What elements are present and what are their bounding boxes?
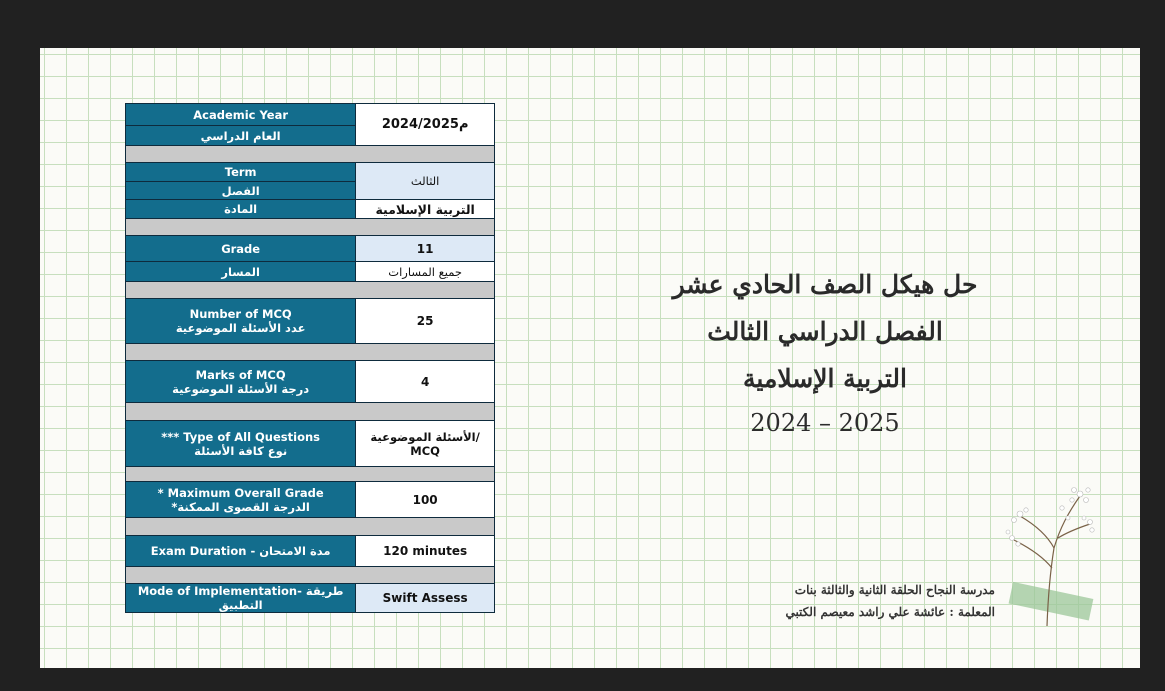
type-questions-value: الأسئلة الموضوعية/ MCQ — [356, 421, 495, 467]
academic-year-value: 2024/2025م — [356, 104, 495, 146]
type-questions-label — [126, 421, 356, 467]
separator-row — [126, 467, 495, 482]
academic-year-label-ar: العام الدراسي — [126, 126, 356, 146]
term-label-en: Term — [126, 163, 356, 182]
duration-label: Exam Duration - مدة الامتحان — [126, 536, 356, 567]
implementation-value: Swift Assess — [356, 584, 495, 613]
separator-row — [126, 146, 495, 163]
separator-row — [126, 219, 495, 236]
school-info — [785, 579, 995, 623]
subject-label: المادة — [126, 200, 356, 219]
title-block — [630, 270, 1020, 437]
term-value: الثالث — [356, 163, 495, 200]
slide — [40, 48, 1140, 668]
type-questions-label-ar: نوع كافة الأسئلة — [194, 443, 288, 458]
marks-mcq-value: 4 — [356, 361, 495, 403]
term-label-ar: الفصل — [126, 182, 356, 200]
grade-value: 11 — [356, 236, 495, 262]
max-grade-label-ar: *الدرجة القصوى الممكنة — [171, 499, 310, 514]
implementation-label: Mode of Implementation- طريقة التطبيق — [126, 584, 356, 613]
teacher-name: المعلمة : عائشة علي راشد معيصم الكتبي — [785, 605, 995, 619]
title-subject: التربية الإسلامية — [743, 364, 907, 393]
title-term: الفصل الدراسي الثالث — [707, 317, 943, 346]
subject-value: التربية الإسلامية — [356, 200, 495, 219]
marks-mcq-label — [126, 361, 356, 403]
academic-year-label-en: Academic Year — [126, 104, 356, 126]
duration-value: 120 minutes — [356, 536, 495, 567]
school-name: مدرسة النجاح الحلقة الثانية والثالثة بنات — [794, 583, 995, 597]
type-questions-label-en: *** Type of All Questions — [161, 429, 320, 444]
title-grade: حل هيكل الصف الحادي عشر — [672, 270, 978, 299]
max-grade-label — [126, 482, 356, 518]
separator-row — [126, 567, 495, 584]
track-label: المسار — [126, 262, 356, 282]
track-value: جميع المسارات — [356, 262, 495, 282]
num-mcq-label-en: Number of MCQ — [189, 307, 292, 321]
title-year: 2024 – 2025 — [750, 409, 900, 437]
marks-mcq-label-en: Marks of MCQ — [195, 367, 286, 382]
num-mcq-label-ar: عدد الأسئلة الموضوعية — [175, 321, 306, 335]
grade-label: Grade — [126, 236, 356, 262]
max-grade-value: 100 — [356, 482, 495, 518]
flower-sprig-icon — [1002, 478, 1098, 628]
num-mcq-value: 25 — [356, 299, 495, 344]
separator-row — [126, 282, 495, 299]
separator-row — [126, 403, 495, 421]
separator-row — [126, 518, 495, 536]
exam-structure-table — [125, 103, 495, 613]
num-mcq-label — [126, 299, 356, 344]
separator-row — [126, 344, 495, 361]
marks-mcq-label-ar: درجة الأسئلة الموضوعية — [172, 381, 310, 396]
max-grade-label-en: * Maximum Overall Grade — [157, 485, 324, 500]
